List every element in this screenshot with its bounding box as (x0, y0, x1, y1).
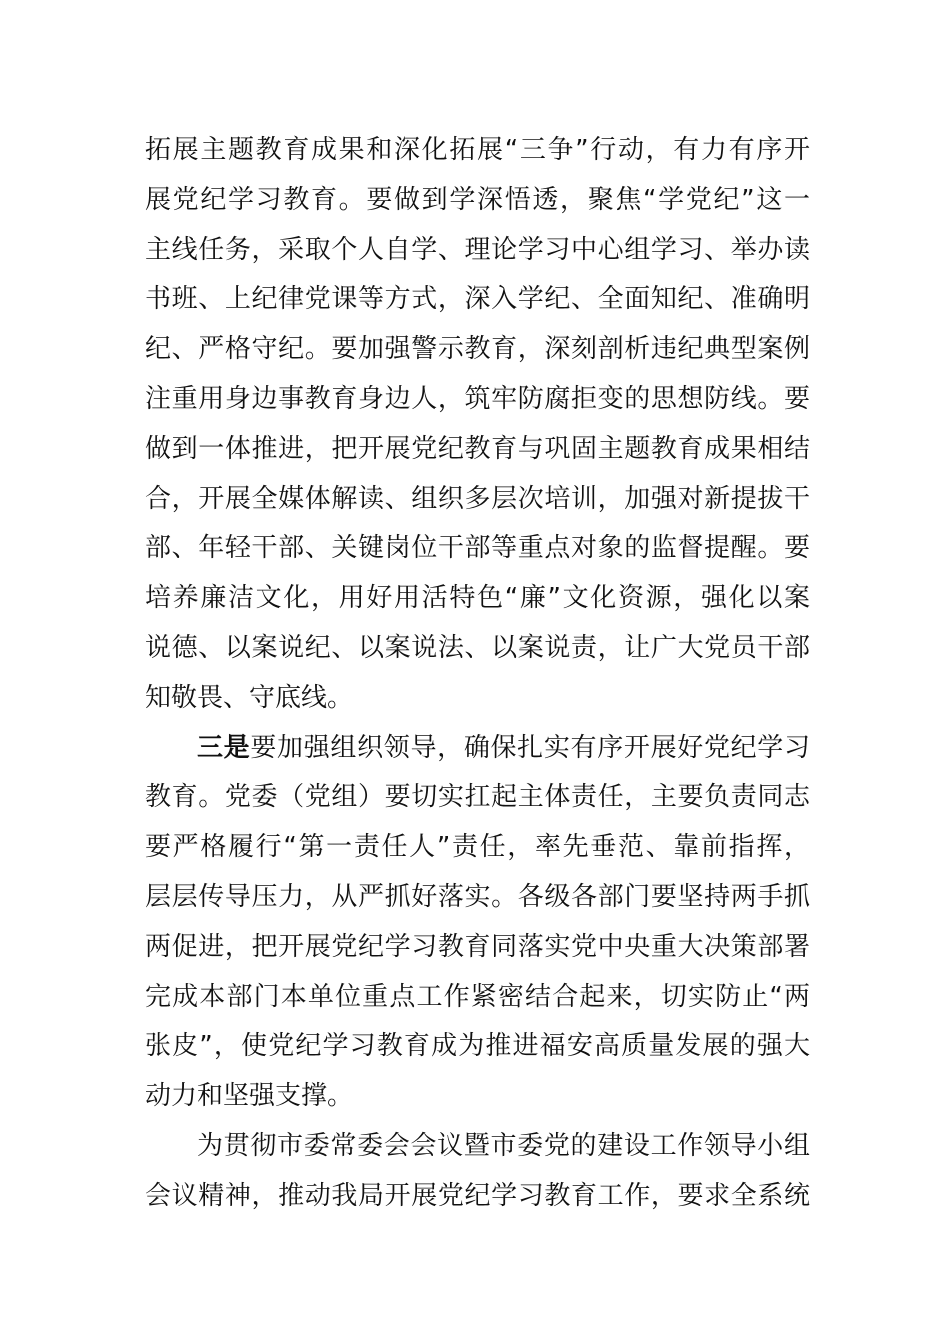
text-line: 注重用身边事教育身边人，筑牢防腐拒变的思想防线。要 (145, 383, 810, 414)
text-line: 要严格履行“第一责任人”责任，率先垂范、靠前指挥， (145, 832, 810, 863)
text-line: 说德、以案说纪、以案说法、以案说责，让广大党员干部 (145, 632, 810, 663)
paragraph-lead-text: 要加强组织领导，确保扎实有序开展好党纪学习 (250, 732, 810, 763)
text-line: 完成本部门本单位重点工作紧密结合起来，切实防止“两 (145, 981, 810, 1012)
text-line: 动力和坚强支撑。 (145, 1081, 354, 1112)
text-line: 张皮”，使党纪学习教育成为推进福安高质量发展的强大 (145, 1031, 810, 1062)
text-line: 纪、严格守纪。要加强警示教育，深刻剖析违纪典型案例 (145, 334, 810, 365)
text-line: 部、年轻干部、关键岗位干部等重点对象的监督提醒。要 (145, 533, 810, 564)
text-line: 做到一体推进，把开展党纪教育与巩固主题教育成果相结 (145, 433, 810, 464)
text-line: 合，开展全媒体解读、组织多层次培训，加强对新提拔干 (145, 483, 810, 514)
text-line-first (145, 724, 810, 774)
text-line: 两促进，把开展党纪学习教育同落实党中央重大决策部署 (145, 931, 810, 962)
paragraph-3 (145, 1122, 810, 1222)
paragraph-2 (145, 724, 810, 1122)
text-line-first: 为贯彻市委常委会会议暨市委党的建设工作领导小组 (197, 1130, 810, 1161)
paragraph-1 (145, 126, 810, 724)
text-line: 教育。党委（党组）要切实扛起主体责任，主要负责同志 (145, 782, 810, 813)
text-line: 展党纪学习教育。要做到学深悟透，聚焦“学党纪”这一 (145, 184, 810, 215)
text-line: 拓展主题教育成果和深化拓展“三争”行动，有力有序开 (145, 135, 810, 165)
document-body (145, 126, 810, 1222)
text-line: 层层传导压力，从严抓好落实。各级各部门要坚持两手抓 (145, 881, 810, 912)
paragraph-lead-bold: 三是 (197, 732, 251, 763)
text-line: 会议精神，推动我局开展党纪学习教育工作，要求全系统 (145, 1180, 810, 1211)
text-line: 培养廉洁文化，用好用活特色“廉”文化资源，强化以案 (145, 583, 810, 614)
text-line: 主线任务，采取个人自学、理论学习中心组学习、举办读 (145, 234, 810, 265)
text-line: 知敬畏、守底线。 (145, 682, 354, 713)
text-line: 书班、上纪律党课等方式，深入学纪、全面知纪、准确明 (145, 284, 810, 315)
